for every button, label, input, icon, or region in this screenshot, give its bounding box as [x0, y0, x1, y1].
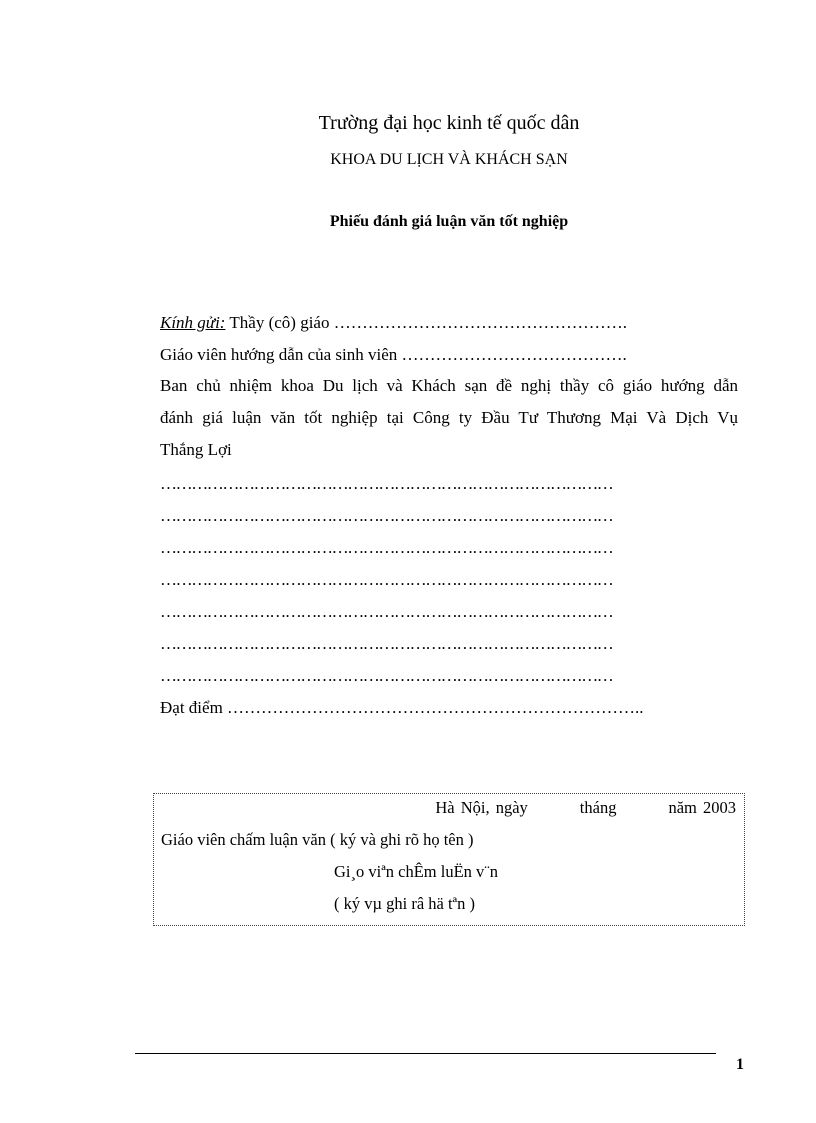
place-date-line: [435, 798, 736, 818]
recipient-label: Kính gửi:: [160, 313, 226, 332]
supervisor-line: Giáo viên hướng dẫn của sinh viên ………………………………….: [160, 345, 627, 364]
blank-line: ……………………………………………………………………………: [160, 602, 613, 621]
blank-line: ……………………………………………………………………………: [160, 538, 613, 557]
blank-line: ……………………………………………………………………………: [160, 474, 613, 493]
form-title: Phiếu đánh giá luận văn tốt nghiệp: [329, 213, 569, 230]
blank-line: ……………………………………………………………………………: [160, 634, 613, 653]
faculty-name: KHOA DU LỊCH VÀ KHÁCH SẠN: [330, 151, 568, 168]
signature-box: [153, 793, 745, 926]
request-line-2: đánh giá luận văn tốt nghiệp tại Công ty Đầu Tư Thương Mại Và Dịch Vụ: [160, 408, 738, 427]
recipient-line: [160, 313, 738, 333]
year-label: năm 2003: [668, 798, 736, 817]
month-label: tháng: [579, 798, 617, 817]
footer-divider: [135, 1053, 716, 1054]
garbled-teacher-line: Gi¸o viªn chÊm luËn v¨n: [334, 862, 499, 881]
blank-line: ……………………………………………………………………………: [160, 506, 613, 525]
blank-line: ……………………………………………………………………………: [160, 570, 613, 589]
garbled-sign-instruction: ( ký vµ ghi râ hä tªn ): [334, 894, 475, 913]
page-number: 1: [736, 1056, 744, 1073]
university-name: Trường đại học kinh tế quốc dân: [318, 112, 580, 134]
grading-teacher-line: Giáo viên chấm luận văn ( ký và ghi rõ họ tên ): [161, 830, 474, 849]
request-line-1: Ban chủ nhiệm khoa Du lịch và Khách sạn đề nghị thầy cô giáo hướng dẫn: [160, 376, 738, 395]
request-line-3: Thắng Lợi: [160, 440, 232, 459]
score-line: Đạt điểm ………………………………………………………………..: [160, 698, 644, 717]
blank-line: ……………………………………………………………………………: [160, 666, 613, 685]
recipient-text: Thầy (cô) giáo …………………………………………….: [225, 313, 627, 332]
place-date: Hà Nội, ngày: [435, 798, 528, 817]
